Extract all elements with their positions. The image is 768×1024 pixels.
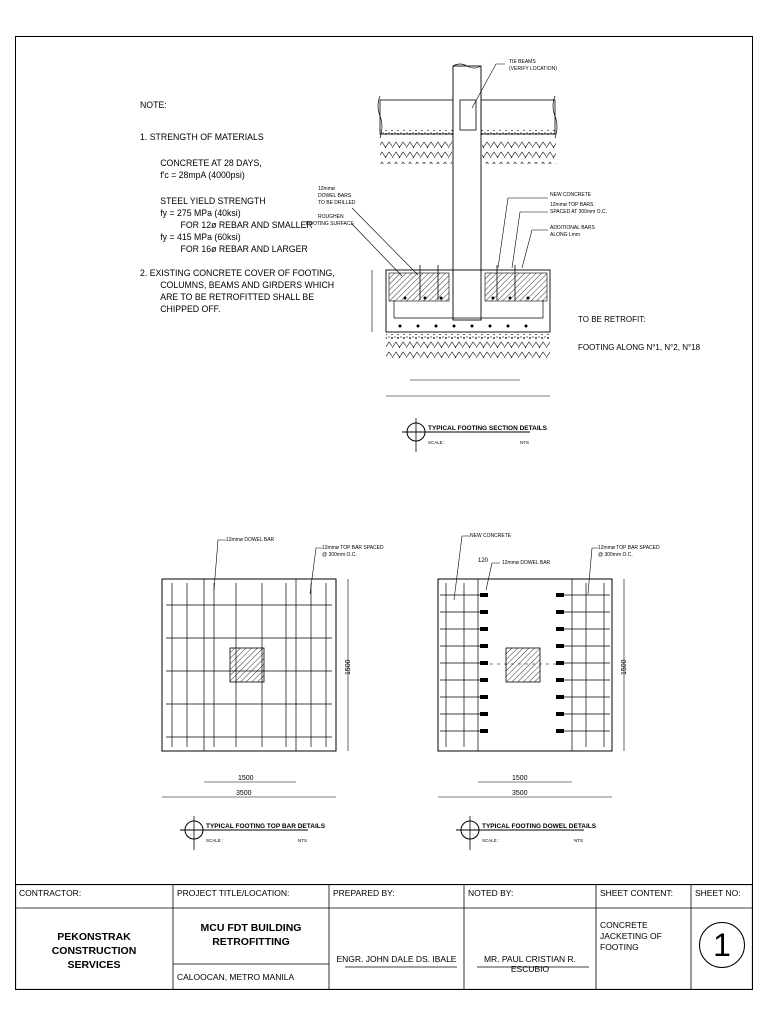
- topbar-dim-1500: 1500: [238, 775, 254, 782]
- notes-heading: NOTE:: [140, 100, 167, 111]
- topbar-column: [230, 648, 264, 682]
- fy-note-1: FOR 12ø REBAR AND SMALLER: [180, 220, 313, 231]
- noted-label: NOTED BY:: [468, 888, 514, 898]
- topbar-top-bar-1: 12mmø TOP BAR SPACED: [322, 545, 384, 551]
- topbar-top-bar-2: @ 300mm O.C.: [322, 552, 357, 558]
- dowel-title: TYPICAL FOOTING DOWEL DETAILS: [482, 823, 597, 830]
- dowel-dim-120: 120: [478, 558, 489, 564]
- sheet-content-label: SHEET CONTENT:: [600, 888, 674, 898]
- label-dowel-1: 12mmø: [318, 186, 335, 192]
- project-title: [173, 921, 329, 949]
- title-block: [15, 884, 753, 990]
- fy-line-2: fy = 415 MPa (60ksi): [160, 232, 241, 243]
- dowel-dim-3500: 3500: [512, 790, 528, 797]
- dowel-detail: [438, 533, 660, 850]
- steel-title: STEEL YIELD STRENGTH: [160, 196, 266, 207]
- label-verify: (VERIFY LOCATION): [509, 66, 557, 72]
- top-bar-detail: [162, 537, 384, 850]
- label-add-bars-2: ALONG Lmm: [550, 232, 581, 238]
- concrete-line-1: CONCRETE AT 28 DAYS,: [160, 158, 262, 169]
- topbar-nts: NTS: [298, 838, 307, 843]
- dowel-scale: SCALE :: [482, 838, 500, 843]
- note-2-line-3: ARE TO BE RETROFITTED SHALL BE: [160, 292, 315, 303]
- dowel-dowel-label: 12mmø DOWEL BAR: [502, 560, 551, 566]
- label-top-bars-2: SPACED AT 300mm O.C.: [550, 209, 607, 215]
- project-title-line-1: MCU FDT BUILDING: [200, 922, 302, 934]
- label-new-concrete: NEW CONCRETE: [550, 192, 592, 198]
- label-dowel-3: TO BE DRILLED: [318, 200, 356, 206]
- section-scale: SCALE :: [428, 440, 446, 445]
- soil-right: [482, 138, 556, 164]
- footing-section-detail: [306, 59, 701, 452]
- soil-left: [380, 138, 452, 164]
- note-2-line-1: 2. EXISTING CONCRETE COVER OF FOOTING,: [140, 268, 335, 279]
- prepared-name: ENGR. JOHN DALE DS. IBALE: [336, 954, 457, 964]
- tie-beam-left: [380, 100, 453, 134]
- contractor-name-line-1: PEKONSTRAK CONSTRUCTION: [51, 931, 137, 957]
- project-location: CALOOCAN, METRO MANILA: [177, 972, 295, 982]
- contractor-label: CONTRACTOR:: [19, 888, 82, 898]
- label-roughen-1: ROUGHEN: [318, 214, 344, 220]
- label-dowel-2: DOWEL BARS: [318, 193, 352, 199]
- new-concrete-right: [485, 273, 547, 301]
- section-nts: NTS: [520, 440, 529, 445]
- dowel-column: [506, 648, 540, 682]
- label-tie-beams: TIE BEAMS: [509, 59, 536, 65]
- sheet-content-line-2: FOOTING: [600, 942, 639, 952]
- project-label: PROJECT TITLE/LOCATION:: [177, 888, 290, 898]
- retrofit-title: TO BE RETROFIT:: [578, 315, 646, 324]
- topbar-dowel-label: 12mmø DOWEL BAR: [226, 537, 275, 543]
- column: [453, 66, 481, 320]
- sheet-content-line-1: CONCRETE JACKETING OF: [600, 920, 662, 941]
- sheet-number: 1: [699, 922, 745, 968]
- project-title-line-2: RETROFITTING: [212, 936, 290, 948]
- topbar-scale: SCALE :: [206, 838, 224, 843]
- dowel-top-bar-1: 12mmø TOP BAR SPACED: [598, 545, 660, 551]
- contractor-name-line-2: SERVICES: [67, 959, 121, 971]
- note-2-line-2: COLUMNS, BEAMS AND GIRDERS WHICH: [160, 280, 335, 291]
- dowel-dim-1500: 1500: [512, 775, 528, 782]
- gravel-right: [481, 130, 555, 135]
- note-1-title: 1. STRENGTH OF MATERIALS: [140, 132, 264, 143]
- note-2-line-4: CHIPPED OFF.: [160, 304, 221, 315]
- fy-note-2: FOR 16ø REBAR AND LARGER: [180, 244, 308, 255]
- new-concrete-left: [389, 273, 449, 301]
- sheet-no-label: SHEET NO:: [695, 888, 741, 898]
- dowel-dim-vertical: 1500: [621, 659, 628, 675]
- dowel-nts: NTS: [574, 838, 583, 843]
- contractor-name: [15, 930, 173, 972]
- topbar-title: TYPICAL FOOTING TOP BAR DETAILS: [206, 823, 326, 830]
- dowel-top-bar-2: @ 300mm O.C.: [598, 552, 633, 558]
- concrete-line-2: f'c = 28mpA (4000psi): [160, 170, 245, 181]
- sheet-content: [596, 916, 691, 957]
- tie-beam-right: [481, 100, 555, 134]
- fy-line-1: fy = 275 MPa (40ksi): [160, 208, 241, 219]
- gravel-left: [380, 130, 453, 135]
- label-add-bars-1: ADDITIONAL BARS: [550, 225, 595, 231]
- topbar-dim-vertical: 1500: [345, 659, 352, 675]
- noted-name: MR. PAUL CRISTIAN R. ESCUBIO: [483, 954, 577, 974]
- label-top-bars-1: 12mmø TOP BARS: [550, 202, 594, 208]
- label-roughen-2: FOOTING SURFACE: [306, 221, 354, 227]
- retrofit-locations: FOOTING ALONG N°1, N°2, N°18: [578, 343, 701, 352]
- prepared-label: PREPARED BY:: [333, 888, 395, 898]
- topbar-dim-3500: 3500: [236, 790, 252, 797]
- dowel-new-concrete: NEW CONCRETE: [470, 533, 512, 539]
- section-title: TYPICAL FOOTING SECTION DETAILS: [428, 425, 547, 432]
